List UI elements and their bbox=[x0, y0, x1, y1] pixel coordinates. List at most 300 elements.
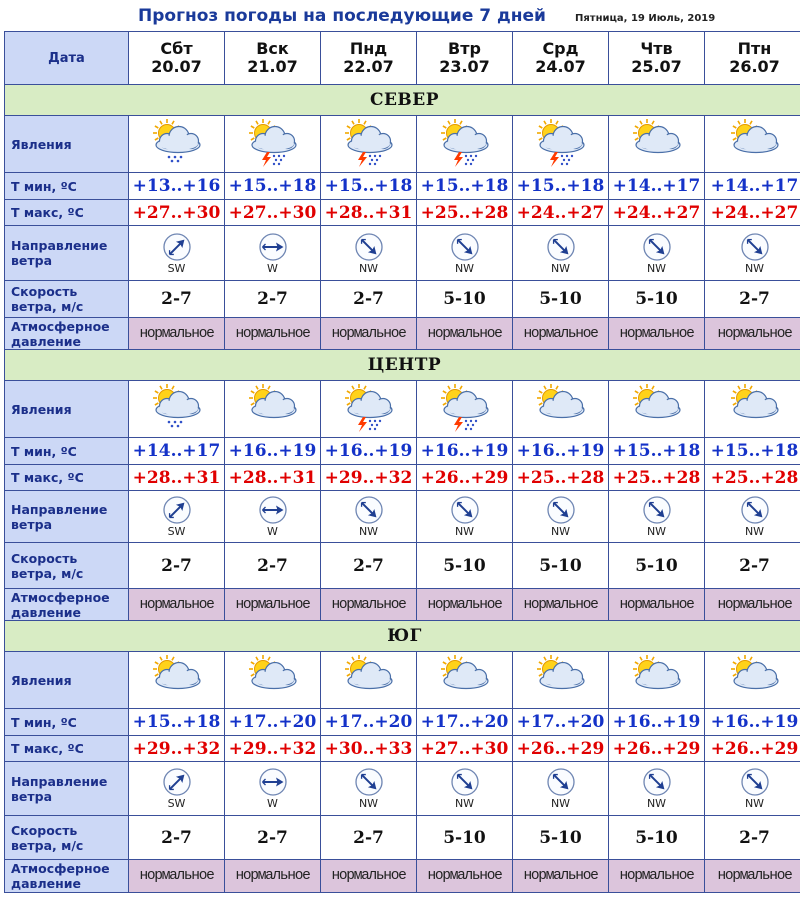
wind-speed-label-line2: ветра, м/с bbox=[11, 565, 84, 581]
tmin-value: +13..+16 bbox=[132, 176, 221, 196]
region-name: ЦЕНТР bbox=[367, 355, 442, 375]
tmax-cell bbox=[129, 736, 225, 762]
cloud-sun-icon bbox=[705, 118, 800, 170]
weather-cell bbox=[225, 652, 321, 709]
pressure-label bbox=[5, 318, 129, 350]
tmin-cell bbox=[417, 709, 513, 736]
cloud-sun-icon bbox=[321, 654, 416, 706]
wind-direction-label-line1: Направление bbox=[11, 238, 108, 253]
weather-cell bbox=[609, 116, 705, 173]
wind-compass-icon bbox=[705, 495, 800, 525]
region-name: СЕВЕР bbox=[369, 90, 440, 110]
tmin-value: +16..+19 bbox=[228, 441, 317, 461]
wind-speed-label-line1: Скорость bbox=[11, 822, 78, 838]
page-title: Прогноз погоды на последующие 7 дней bbox=[138, 6, 546, 26]
pressure-cell bbox=[609, 589, 705, 621]
tmin-cell bbox=[129, 438, 225, 465]
wind-speed-value: 5-10 bbox=[539, 555, 582, 576]
weather-cell bbox=[609, 652, 705, 709]
weather-cell bbox=[705, 381, 800, 438]
wind-direction-value: NW bbox=[550, 261, 571, 275]
tmin-value: +15..+18 bbox=[228, 176, 317, 196]
wind-speed-value: 5-10 bbox=[539, 289, 582, 309]
wind-direction-value: NW bbox=[646, 261, 667, 275]
pressure-cell bbox=[321, 318, 417, 350]
tmin-cell bbox=[705, 709, 800, 736]
wind-compass-icon bbox=[609, 767, 704, 797]
weather-cell bbox=[705, 116, 800, 173]
wind-direction-cell bbox=[417, 491, 513, 543]
pressure-value: нормальное bbox=[427, 596, 502, 613]
pressure-value: нормальное bbox=[139, 325, 214, 342]
pressure-cell bbox=[129, 860, 225, 893]
pressure-value: нормальное bbox=[331, 325, 406, 342]
cloud-thunderstorm-icon bbox=[321, 383, 416, 435]
wind-direction-value: W bbox=[267, 797, 278, 810]
wind-speed-value: 5-10 bbox=[635, 827, 678, 848]
wind-compass-icon bbox=[129, 232, 224, 262]
tmin-label bbox=[5, 173, 129, 200]
wind-direction-label-line2: ветра bbox=[11, 788, 53, 804]
wind-direction-value: NW bbox=[454, 261, 475, 275]
tmax-cell bbox=[417, 200, 513, 226]
wind-direction-cell bbox=[417, 226, 513, 281]
day-header-0 bbox=[129, 32, 225, 85]
wind-direction-label bbox=[5, 762, 129, 816]
cloud-sun-icon bbox=[225, 383, 320, 435]
tmin-value: +17..+20 bbox=[516, 712, 605, 732]
pressure-cell bbox=[417, 860, 513, 893]
wind-direction-cell bbox=[705, 491, 800, 543]
date-label: Дата bbox=[48, 50, 85, 66]
tmax-cell bbox=[417, 736, 513, 762]
wind-direction-value: NW bbox=[358, 261, 379, 275]
tmax-cell bbox=[225, 200, 321, 226]
pressure-value: нормальное bbox=[235, 325, 310, 342]
wind-direction-cell bbox=[321, 762, 417, 816]
pressure-label-line1: Атмосферное bbox=[11, 589, 110, 605]
wind-direction-value: W bbox=[267, 525, 278, 538]
tmin-value: +15..+18 bbox=[612, 441, 701, 461]
day-header-5 bbox=[609, 32, 705, 85]
day-name: Пнд bbox=[349, 39, 388, 58]
tmax-value: +26..+29 bbox=[612, 738, 701, 759]
pressure-value: нормальное bbox=[523, 868, 598, 884]
tmin-cell bbox=[321, 173, 417, 200]
wind-direction-label-line2: ветра bbox=[11, 253, 53, 268]
wind-speed-value: 2-7 bbox=[161, 827, 192, 848]
pressure-value: нормальное bbox=[235, 596, 310, 613]
wind-compass-icon bbox=[609, 495, 704, 525]
wind-compass-icon bbox=[129, 495, 224, 525]
tmin-value: +16..+19 bbox=[516, 441, 605, 461]
day-name: Птн bbox=[737, 39, 772, 58]
wind-direction-value: SW bbox=[167, 261, 186, 275]
pressure-value: нормальное bbox=[619, 868, 694, 884]
wind-direction-cell bbox=[417, 762, 513, 816]
pressure-value: нормальное bbox=[523, 596, 598, 613]
day-name: Срд bbox=[542, 39, 579, 58]
wind-direction-label-line1: Направление bbox=[11, 773, 108, 789]
weather-cell bbox=[225, 116, 321, 173]
phenomena-label bbox=[5, 652, 129, 709]
wind-direction-cell bbox=[225, 762, 321, 816]
weather-cell bbox=[129, 381, 225, 438]
cloud-sun-icon bbox=[705, 383, 800, 435]
day-date: 21.07 bbox=[247, 57, 298, 76]
wind-compass-icon bbox=[225, 495, 320, 525]
tmin-value: +15..+18 bbox=[132, 712, 221, 732]
wind-speed-cell bbox=[609, 816, 705, 860]
tmin-value: +15..+18 bbox=[420, 176, 509, 196]
region-name: ЮГ bbox=[387, 626, 422, 646]
tmax-cell bbox=[705, 200, 800, 226]
tmax-value: +28..+31 bbox=[228, 467, 317, 488]
weather-cell bbox=[129, 116, 225, 173]
wind-speed-value: 2-7 bbox=[739, 827, 770, 848]
wind-speed-cell bbox=[609, 281, 705, 318]
pressure-value: нормальное bbox=[235, 868, 310, 884]
tmax-label bbox=[5, 736, 129, 762]
cloud-sun-icon bbox=[225, 654, 320, 706]
weather-cell bbox=[417, 652, 513, 709]
phenomena-label bbox=[5, 381, 129, 438]
tmax-label-text: Т макс, ºС bbox=[11, 741, 84, 756]
wind-compass-icon bbox=[129, 767, 224, 797]
wind-direction-cell bbox=[705, 762, 800, 816]
wind-compass-icon bbox=[417, 495, 512, 525]
wind-speed-label bbox=[5, 543, 129, 589]
pressure-cell bbox=[225, 860, 321, 893]
pressure-label-line1: Атмосферное bbox=[11, 861, 110, 876]
wind-speed-value: 5-10 bbox=[539, 827, 582, 848]
wind-direction-value: NW bbox=[358, 525, 379, 538]
tmax-value: +24..+27 bbox=[710, 202, 799, 223]
wind-speed-label-line2: ветра, м/с bbox=[11, 299, 84, 314]
tmin-cell bbox=[225, 173, 321, 200]
wind-direction-value: NW bbox=[454, 797, 475, 810]
wind-speed-value: 5-10 bbox=[635, 289, 678, 309]
pressure-cell bbox=[705, 589, 800, 621]
wind-speed-cell bbox=[513, 543, 609, 589]
day-date: 26.07 bbox=[729, 57, 780, 76]
tmax-cell bbox=[513, 736, 609, 762]
tmin-cell bbox=[225, 438, 321, 465]
wind-compass-icon bbox=[417, 232, 512, 262]
wind-direction-value: NW bbox=[744, 261, 765, 275]
tmax-value: +25..+28 bbox=[710, 467, 799, 488]
tmax-cell bbox=[321, 465, 417, 491]
pressure-cell bbox=[705, 860, 800, 893]
tmax-cell bbox=[513, 200, 609, 226]
wind-direction-cell bbox=[609, 226, 705, 281]
tmax-label-text: Т макс, ºС bbox=[11, 470, 84, 485]
weather-cell bbox=[417, 116, 513, 173]
pressure-label-line2: давление bbox=[11, 604, 81, 620]
wind-speed-cell bbox=[129, 816, 225, 860]
weather-cell bbox=[513, 381, 609, 438]
wind-speed-value: 2-7 bbox=[161, 289, 192, 309]
tmax-cell bbox=[129, 200, 225, 226]
pressure-cell bbox=[129, 589, 225, 621]
pressure-cell bbox=[225, 589, 321, 621]
tmin-cell bbox=[513, 709, 609, 736]
date-column-label bbox=[5, 32, 129, 85]
wind-speed-cell bbox=[513, 816, 609, 860]
tmax-label bbox=[5, 200, 129, 226]
weather-cell bbox=[513, 116, 609, 173]
tmax-value: +24..+27 bbox=[516, 202, 605, 223]
tmin-cell bbox=[609, 709, 705, 736]
wind-direction-label-line2: ветра bbox=[11, 516, 53, 532]
wind-direction-value: SW bbox=[167, 797, 186, 810]
cloud-sun-icon bbox=[609, 383, 704, 435]
tmax-cell bbox=[513, 465, 609, 491]
tmax-value: +28..+31 bbox=[324, 202, 413, 223]
wind-speed-label-line1: Скорость bbox=[11, 550, 78, 566]
wind-speed-label-line1: Скорость bbox=[11, 284, 78, 299]
cloud-sun-icon bbox=[609, 654, 704, 706]
wind-speed-cell bbox=[129, 543, 225, 589]
wind-direction-cell bbox=[513, 762, 609, 816]
wind-speed-cell bbox=[129, 281, 225, 318]
wind-speed-value: 2-7 bbox=[257, 827, 288, 848]
pressure-cell bbox=[609, 860, 705, 893]
cloud-thunderstorm-icon bbox=[417, 118, 512, 170]
day-name: Вск bbox=[256, 39, 289, 58]
tmax-value: +26..+29 bbox=[420, 467, 509, 488]
pressure-value: нормальное bbox=[427, 325, 502, 342]
wind-speed-value: 2-7 bbox=[257, 289, 288, 309]
tmin-value: +16..+19 bbox=[324, 441, 413, 461]
tmax-value: +25..+28 bbox=[420, 202, 509, 223]
pressure-cell bbox=[705, 318, 800, 350]
pressure-cell bbox=[609, 318, 705, 350]
wind-compass-icon bbox=[513, 495, 608, 525]
tmax-cell bbox=[705, 465, 800, 491]
cloud-rain-icon bbox=[129, 383, 224, 435]
pressure-cell bbox=[417, 318, 513, 350]
wind-speed-cell bbox=[513, 281, 609, 318]
tmax-label bbox=[5, 465, 129, 491]
wind-speed-value: 5-10 bbox=[443, 827, 486, 848]
pressure-value: нормальное bbox=[427, 868, 502, 884]
wind-direction-cell bbox=[129, 226, 225, 281]
wind-speed-label bbox=[5, 281, 129, 318]
wind-compass-icon bbox=[321, 495, 416, 525]
day-date: 20.07 bbox=[151, 57, 202, 76]
pressure-cell bbox=[513, 318, 609, 350]
wind-speed-cell bbox=[705, 816, 800, 860]
forecast-table bbox=[4, 31, 800, 893]
tmax-cell bbox=[225, 736, 321, 762]
cloud-rain-icon bbox=[129, 118, 224, 170]
weather-cell bbox=[225, 381, 321, 438]
tmax-value: +29..+32 bbox=[228, 738, 317, 759]
wind-direction-cell bbox=[225, 226, 321, 281]
pressure-value: нормальное bbox=[619, 325, 694, 342]
wind-compass-icon bbox=[609, 232, 704, 262]
weather-cell bbox=[321, 381, 417, 438]
wind-direction-value: NW bbox=[358, 797, 379, 810]
day-header-3 bbox=[417, 32, 513, 85]
pressure-value: нормальное bbox=[331, 596, 406, 613]
cloud-sun-icon bbox=[513, 654, 608, 706]
tmax-cell bbox=[225, 465, 321, 491]
wind-direction-cell bbox=[513, 226, 609, 281]
tmax-cell bbox=[609, 736, 705, 762]
wind-direction-value: NW bbox=[550, 797, 571, 810]
wind-direction-cell bbox=[225, 491, 321, 543]
cloud-sun-icon bbox=[705, 654, 800, 706]
wind-speed-cell bbox=[225, 816, 321, 860]
tmax-value: +29..+32 bbox=[324, 467, 413, 488]
wind-direction-value: NW bbox=[550, 525, 571, 538]
cloud-sun-icon bbox=[417, 654, 512, 706]
weather-cell bbox=[321, 116, 417, 173]
wind-speed-cell bbox=[417, 281, 513, 318]
tmax-value: +29..+32 bbox=[132, 738, 221, 759]
tmax-cell bbox=[609, 200, 705, 226]
wind-speed-value: 2-7 bbox=[161, 555, 192, 576]
tmin-cell bbox=[417, 438, 513, 465]
phenomena-label-text: Явления bbox=[11, 136, 72, 152]
cloud-sun-icon bbox=[609, 118, 704, 170]
wind-speed-cell bbox=[417, 543, 513, 589]
phenomena-label-text: Явления bbox=[11, 672, 72, 688]
tmax-cell bbox=[321, 200, 417, 226]
pressure-cell bbox=[321, 589, 417, 621]
tmin-cell bbox=[225, 709, 321, 736]
tmin-value: +17..+20 bbox=[420, 712, 509, 732]
tmin-label bbox=[5, 709, 129, 736]
wind-direction-label bbox=[5, 491, 129, 543]
pressure-label bbox=[5, 589, 129, 621]
tmin-value: +14..+17 bbox=[132, 441, 221, 461]
day-header-2 bbox=[321, 32, 417, 85]
wind-speed-cell bbox=[321, 816, 417, 860]
pressure-value: нормальное bbox=[139, 868, 214, 884]
tmin-cell bbox=[129, 173, 225, 200]
region-title bbox=[5, 350, 800, 381]
wind-direction-value: NW bbox=[744, 525, 765, 538]
day-header-6 bbox=[705, 32, 800, 85]
pressure-label-line2: давление bbox=[11, 333, 81, 349]
tmin-label-text: Т мин, ºС bbox=[11, 443, 77, 459]
tmin-cell bbox=[513, 173, 609, 200]
tmax-cell bbox=[705, 736, 800, 762]
pressure-cell bbox=[321, 860, 417, 893]
wind-speed-value: 2-7 bbox=[353, 827, 384, 848]
wind-direction-value: NW bbox=[646, 525, 667, 538]
day-date: 25.07 bbox=[631, 57, 682, 76]
weather-cell bbox=[417, 381, 513, 438]
tmin-value: +15..+18 bbox=[710, 441, 799, 461]
tmin-value: +17..+20 bbox=[228, 712, 317, 732]
region-title bbox=[5, 621, 800, 652]
wind-speed-cell bbox=[417, 816, 513, 860]
day-date: 24.07 bbox=[535, 57, 586, 76]
tmin-cell bbox=[321, 709, 417, 736]
tmin-value: +14..+17 bbox=[612, 176, 701, 196]
pressure-value: нормальное bbox=[717, 325, 792, 342]
cloud-thunderstorm-icon bbox=[225, 118, 320, 170]
wind-compass-icon bbox=[225, 232, 320, 262]
pressure-value: нормальное bbox=[139, 596, 214, 613]
tmin-cell bbox=[705, 438, 800, 465]
current-date: Пятница, 19 Июль, 2019 bbox=[575, 13, 716, 24]
wind-speed-cell bbox=[321, 543, 417, 589]
wind-direction-cell bbox=[705, 226, 800, 281]
tmax-value: +25..+28 bbox=[612, 467, 701, 488]
wind-speed-cell bbox=[705, 281, 800, 318]
tmax-value: +26..+29 bbox=[710, 738, 799, 759]
wind-direction-cell bbox=[609, 762, 705, 816]
wind-compass-icon bbox=[321, 767, 416, 797]
phenomena-label bbox=[5, 116, 129, 173]
pressure-cell bbox=[513, 860, 609, 893]
tmax-value: +27..+30 bbox=[420, 738, 509, 759]
tmax-value: +24..+27 bbox=[612, 202, 701, 223]
tmin-value: +15..+18 bbox=[516, 176, 605, 196]
tmin-label-text: Т мин, ºС bbox=[11, 178, 77, 194]
day-name: Втр bbox=[448, 39, 481, 58]
pressure-value: нормальное bbox=[619, 596, 694, 613]
pressure-cell bbox=[129, 318, 225, 350]
pressure-label-line2: давление bbox=[11, 876, 81, 891]
cloud-sun-icon bbox=[513, 383, 608, 435]
pressure-value: нормальное bbox=[717, 596, 792, 613]
wind-speed-cell bbox=[705, 543, 800, 589]
wind-compass-icon bbox=[705, 767, 800, 797]
weather-cell bbox=[129, 652, 225, 709]
wind-speed-cell bbox=[609, 543, 705, 589]
wind-speed-label bbox=[5, 816, 129, 860]
tmin-value: +15..+18 bbox=[324, 176, 413, 196]
wind-direction-cell bbox=[321, 491, 417, 543]
day-name: Чтв bbox=[640, 39, 673, 58]
wind-speed-value: 2-7 bbox=[353, 555, 384, 576]
pressure-cell bbox=[417, 589, 513, 621]
cloud-thunderstorm-icon bbox=[321, 118, 416, 170]
tmax-cell bbox=[321, 736, 417, 762]
wind-speed-value: 2-7 bbox=[739, 555, 770, 576]
cloud-thunderstorm-icon bbox=[513, 118, 608, 170]
wind-speed-label-line2: ветра, м/с bbox=[11, 837, 84, 853]
day-date: 23.07 bbox=[439, 57, 490, 76]
wind-speed-value: 5-10 bbox=[443, 289, 486, 309]
day-name: Сбт bbox=[160, 39, 193, 58]
tmin-value: +17..+20 bbox=[324, 712, 413, 732]
wind-direction-cell bbox=[321, 226, 417, 281]
wind-speed-value: 2-7 bbox=[739, 289, 770, 309]
wind-direction-cell bbox=[129, 762, 225, 816]
wind-speed-cell bbox=[225, 281, 321, 318]
wind-speed-value: 5-10 bbox=[443, 555, 486, 576]
tmin-cell bbox=[609, 173, 705, 200]
wind-direction-label-line1: Направление bbox=[11, 501, 108, 517]
day-header-1 bbox=[225, 32, 321, 85]
cloud-sun-icon bbox=[129, 654, 224, 706]
weather-cell bbox=[609, 381, 705, 438]
page-header bbox=[0, 0, 800, 32]
tmax-cell bbox=[417, 465, 513, 491]
wind-compass-icon bbox=[321, 232, 416, 262]
tmax-label-text: Т макс, ºС bbox=[11, 205, 84, 220]
wind-direction-cell bbox=[513, 491, 609, 543]
wind-compass-icon bbox=[417, 767, 512, 797]
weather-cell bbox=[321, 652, 417, 709]
